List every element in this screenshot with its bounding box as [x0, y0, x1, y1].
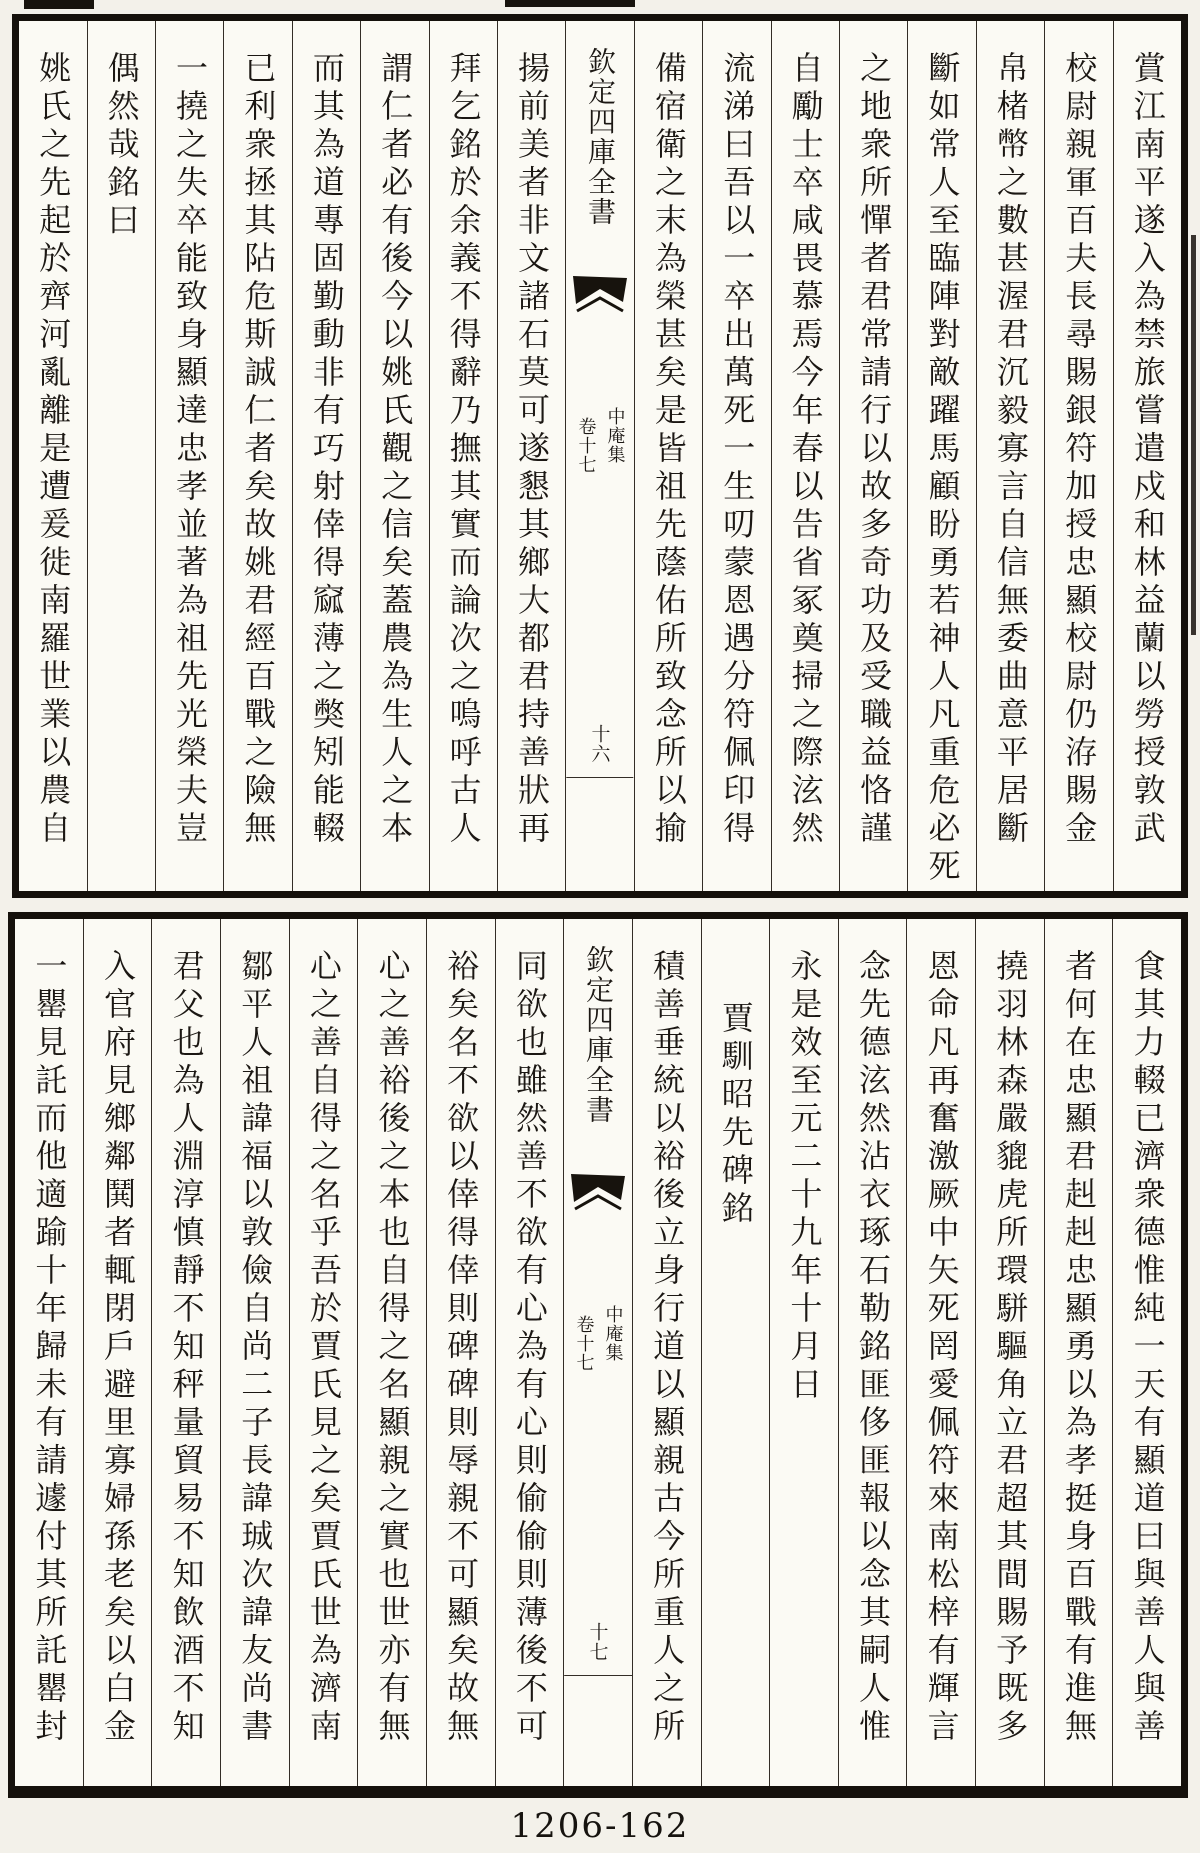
text-column: [1112, 919, 1181, 1786]
column-text: 心之善裕後之本也自得之名顯親之實也世亦有無: [373, 949, 412, 1747]
fish-tail-icon: [573, 275, 627, 321]
column-text: 同欲也雖然善不欲有心為有心則偷偷則薄後不可: [510, 949, 549, 1747]
scan-artifact: [1191, 235, 1196, 635]
banxin-column: [565, 21, 633, 891]
text-column: [702, 21, 770, 891]
text-column: [975, 919, 1044, 1786]
page-number: 1206-162: [510, 1806, 690, 1846]
text-column: [1113, 21, 1181, 891]
text-column: [771, 21, 839, 891]
banxin-rule: [564, 1675, 632, 1676]
column-text: 鄒平人祖諱福以敦儉自尚二子長諱珹次諱友尚書: [236, 949, 275, 1747]
column-text: 心之善自得之名乎吾於賈氏見之矣賈氏世為濟南: [304, 949, 343, 1747]
column-text: 已利衆拯其阽危斯誠仁者矣故姚君經百戰之險無: [239, 51, 278, 849]
top-text-block: [12, 14, 1188, 898]
text-column: [632, 919, 701, 1786]
fish-tail-icon: [571, 1173, 625, 1219]
text-column: [357, 919, 426, 1786]
text-column: [976, 21, 1044, 891]
banxin-header: 欽定四庫全書: [582, 945, 616, 1125]
text-column: [497, 21, 565, 891]
text-column: [87, 21, 155, 891]
column-text: 賞江南平遂入為禁旅嘗遣戍和林益蘭以勞授敦武: [1128, 51, 1167, 849]
text-column: [15, 919, 83, 1786]
banxin-column: [563, 919, 632, 1786]
text-column: [220, 919, 289, 1786]
column-text: 入官府見鄉鄰鬨者輒閉戶避里寡婦孫老矣以白金: [98, 949, 137, 1747]
column-text: 恩命凡再奮激厥中矢死罔愛佩符來南松梓有輝言: [922, 949, 961, 1747]
column-text: 謂仁者必有後今以姚氏觀之信矣蓋農為生人之本: [376, 51, 415, 849]
column-text: 撓羽林森嚴貔虎所環駢驅角立君超其間賜予既多: [991, 949, 1030, 1747]
column-text: 揚前美者非文諸石莫可遂懇其鄉大都君持善狀再: [513, 51, 552, 849]
bottom-text-block: [8, 912, 1188, 1798]
text-column: [223, 21, 291, 891]
scan-artifact: [505, 0, 635, 7]
text-column: [292, 21, 360, 891]
banxin-folio-number: 十七: [586, 1622, 609, 1662]
banxin-book-group: [571, 1305, 626, 1372]
banxin-book-group: [573, 407, 628, 474]
text-column: [1044, 21, 1112, 891]
banxin-folio-number: 十六: [588, 724, 611, 764]
text-column: [19, 21, 86, 891]
column-text: 拜乞銘於余義不得辭乃撫其實而論次之嗚呼古人: [444, 51, 483, 849]
text-column: [360, 21, 428, 891]
text-column: [495, 919, 564, 1786]
column-text: 裕矣名不欲以倖得倖則碑碑則辱親不可顯矣故無: [442, 949, 481, 1747]
column-text: 姚氏之先起於齊河亂離是遭爰徙南羅世業以農自: [34, 51, 73, 849]
column-text: 積善垂統以裕後立身行道以顯親古今所重人之所: [648, 949, 687, 1747]
column-text: 校尉親軍百夫長尋賜銀符加授忠顯校尉仍洊賜金: [1060, 51, 1099, 849]
banxin-juan-number: 卷十七: [573, 1315, 595, 1372]
column-text: 君父也為人淵淳慎靜不知秤量貿易不知飲酒不知: [167, 949, 206, 1747]
text-column: [289, 919, 358, 1786]
column-text: 備宿衛之末為榮甚矣是皆祖先蔭佑所致念所以揄: [649, 51, 688, 849]
column-text: 斷如常人至臨陣對敵躍馬顧盼勇若神人凡重危必死: [923, 51, 962, 887]
banxin-book-title: 中庵集: [604, 407, 626, 464]
text-column: [634, 21, 702, 891]
banxin-book-title: 中庵集: [602, 1305, 624, 1362]
column-text: 流涕曰吾以一卒出萬死一生叨蒙恩遇分符佩印得: [718, 51, 757, 849]
title-column: [701, 919, 770, 1786]
text-column: [838, 919, 907, 1786]
text-column: [1044, 919, 1113, 1786]
banxin-header: 欽定四庫全書: [584, 47, 618, 227]
text-column: [429, 21, 497, 891]
column-text: 念先德泫然沾衣琢石勒銘匪侈匪報以念其嗣人惟: [854, 949, 893, 1747]
column-text: 賈馴昭先碑銘: [716, 1001, 755, 1229]
text-column: [83, 919, 152, 1786]
scan-artifact: [24, 0, 94, 9]
column-text: 一撓之失卒能致身顯達忠孝並著為祖先光榮夫豈: [171, 51, 209, 849]
column-text: 永是效至元二十九年十月日: [785, 949, 824, 1405]
text-column: [151, 919, 220, 1786]
column-text: 之地衆所憚者君常請行以故多奇功及受職益恪謹: [855, 51, 894, 849]
text-column: [426, 919, 495, 1786]
column-text: 自勵士卒咸畏慕焉今年春以告省冢奠掃之際泫然: [786, 51, 825, 849]
column-text: 食其力輟已濟衆德惟純一天有顯道曰與善人與善: [1128, 949, 1167, 1747]
column-text: 偶然哉銘曰: [102, 51, 141, 241]
banxin-rule: [566, 777, 633, 778]
banxin-juan-number: 卷十七: [575, 417, 597, 474]
text-column: [906, 919, 975, 1786]
column-text: 者何在忠顯君赳赳忠顯勇以為孝挺身百戰有進無: [1059, 949, 1098, 1747]
column-text: 帛楮幣之數甚渥君沉毅寡言自信無委曲意平居斷: [991, 51, 1030, 849]
text-column: [839, 21, 907, 891]
text-column: [907, 21, 975, 891]
text-column: [155, 21, 223, 891]
column-text: 一罌見託而他適踰十年歸未有請遽付其所託罌封: [30, 949, 69, 1747]
text-column: [769, 919, 838, 1786]
column-text: 而其為道專固勤動非有巧射倖得窳薄之獘矧能輟: [307, 51, 346, 849]
